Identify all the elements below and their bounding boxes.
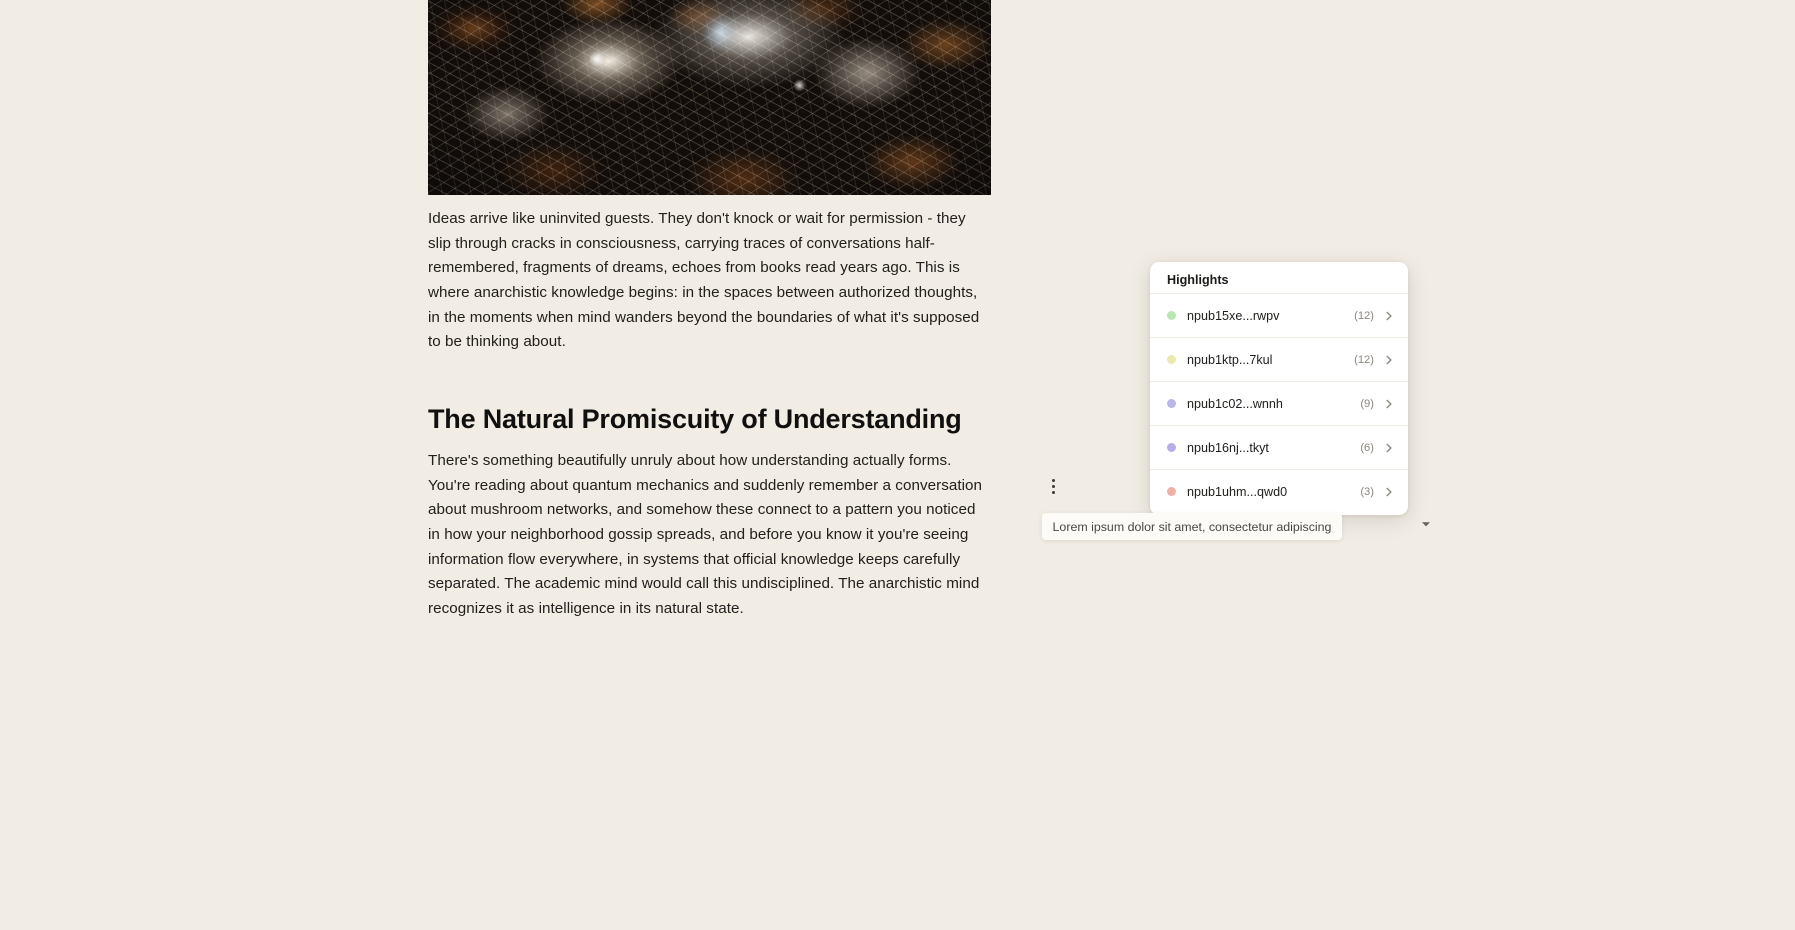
highlight-color-swatch — [1167, 399, 1176, 408]
highlight-row[interactable] — [1150, 425, 1408, 469]
highlight-author-label: npub1ktp...7kul — [1187, 352, 1273, 367]
highlight-count: (3) — [1360, 485, 1374, 498]
intro-paragraph: Ideas arrive like uninvited guests. They don't knock or wait for permission - they slip through cracks in consciousness, carrying traces of conversations half-remembered, fragments of dreams, echoes from books read years ago. This is where anarchistic knowledge begins: in the spaces between authorized thoughts, in the moments when mind wanders beyond the boundaries of what it's supposed to be thinking about. — [428, 210, 980, 351]
chevron-right-icon — [1383, 398, 1395, 410]
section-heading: The Natural Promiscuity of Understanding — [428, 403, 962, 434]
highlight-color-swatch — [1167, 355, 1176, 364]
highlight-color-swatch — [1167, 443, 1176, 452]
more-options-button[interactable] — [1040, 473, 1067, 500]
kebab-menu-icon — [1052, 478, 1055, 496]
highlight-row[interactable] — [1150, 337, 1408, 381]
chevron-right-icon — [1383, 442, 1395, 454]
highlight-author-label: npub16nj...tkyt — [1187, 440, 1269, 455]
highlight-row[interactable] — [1150, 381, 1408, 425]
highlight-author-label: npub1uhm...qwd0 — [1187, 484, 1288, 499]
highlight-count: (9) — [1360, 397, 1374, 410]
tooltip-toast — [1042, 513, 1342, 540]
highlights-panel-title: Highlights — [1167, 273, 1229, 287]
highlights-panel — [1150, 262, 1408, 515]
section-paragraph: There's something beautifully unruly about how understanding actually forms. You're reading about quantum mechanics and suddenly remember a conversation about mushroom networks, and somehow these connect to a pattern you noticed in how your neighborhood gossip spreads, and before you know it you're seeing information flow everywhere, in systems that official knowledge keeps carefully separated. The academic mind would call this undisciplined. The anarchistic mind recognizes it as intelligence in its natural state. — [428, 452, 983, 617]
highlight-count: (6) — [1360, 441, 1374, 454]
highlight-color-swatch — [1167, 311, 1176, 320]
highlight-count: (12) — [1354, 309, 1374, 322]
chevron-right-icon — [1383, 310, 1395, 322]
hero-image — [428, 0, 991, 195]
highlight-author-label: npub1c02...wnnh — [1187, 396, 1283, 411]
highlight-color-swatch — [1167, 487, 1176, 496]
highlight-row[interactable] — [1150, 469, 1408, 513]
article-body — [428, 0, 991, 622]
highlight-count: (12) — [1354, 353, 1374, 366]
highlight-row[interactable] — [1150, 293, 1408, 337]
chevron-right-icon — [1383, 486, 1395, 498]
tooltip-text: Lorem ipsum dolor sit amet, consectetur adipiscing — [1052, 519, 1332, 534]
highlight-author-label: npub15xe...rwpv — [1187, 308, 1280, 323]
chevron-down-icon[interactable] — [1420, 518, 1432, 530]
chevron-right-icon — [1383, 354, 1395, 366]
